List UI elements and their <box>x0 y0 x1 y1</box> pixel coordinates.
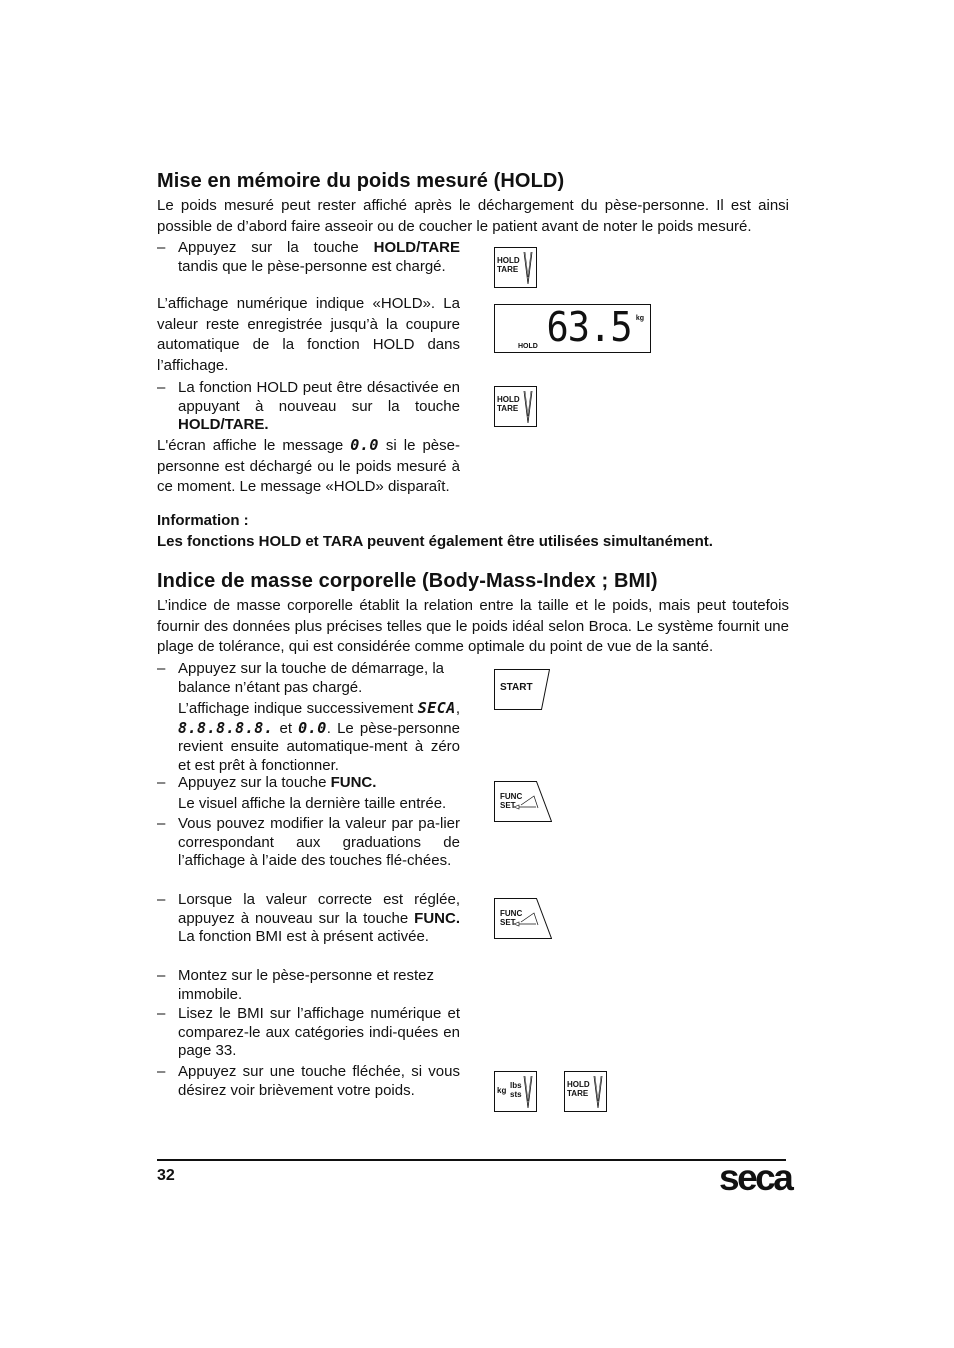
list-item <box>157 1063 460 1100</box>
hold-intro: Le poids mesuré peut rester affiché après le déchargement du pèse-personne. Il est ainsi possible de d’abord faire asseoir ou de coucher le patient avant de noter le poids mesuré. <box>157 197 789 235</box>
list-item <box>157 379 460 435</box>
unit-key-icon <box>494 1071 537 1112</box>
display-description: L’affichage numérique indique «HOLD». La valeur reste enregistrée jusqu’à la coupure automatique de la fonction HOLD dans l’affichage. <box>157 295 460 374</box>
bmi-intro: L’indice de masse corporelle établit la relation entre la taille et le poids, mais peut toutefois fournir des données plus précises telles que le poids idéal selon Broca. Le système fournit une plage de tolérance, qui est considérée comme optimale du point de vue de la santé. <box>157 597 789 655</box>
dash: – <box>157 379 166 396</box>
info-text: Les fonctions HOLD et TARA peuvent également être utilisées simultanément. <box>157 533 713 550</box>
key-label-lbs: lbs <box>510 1081 522 1090</box>
list-item <box>157 239 460 276</box>
key-label: FUNC SET <box>500 792 523 810</box>
seca-logo: seca <box>719 1157 792 1198</box>
list-item-subtext: L’affichage indique successivement SECA, 8.8.8.8.8. et 0.0. Le pèse-personne revient ensuite automatique-ment à zéro et est prêt à fonctionner. <box>178 699 460 774</box>
hold-tare-key-icon <box>494 247 537 288</box>
section-heading-bmi: Indice de masse corporelle (Body-Mass-Index ; BMI) <box>157 570 658 592</box>
display-hold-label: HOLD <box>518 343 538 350</box>
key-label: HOLD TARE <box>567 1080 590 1098</box>
dash: – <box>157 660 166 677</box>
hold-tare-key-icon <box>564 1071 607 1112</box>
footer-divider <box>157 1159 786 1161</box>
dash: – <box>157 967 166 984</box>
dash: – <box>157 1063 166 1080</box>
list-item <box>157 1005 460 1061</box>
list-item-text: Lorsque la valeur correcte est réglée, appuyez à nouveau sur la touche FUNC. La fonction BMI est à présent activée. <box>178 891 460 945</box>
func-set-key-icon <box>494 898 552 939</box>
key-label-kg: kg <box>497 1086 507 1095</box>
list-item <box>157 774 460 813</box>
list-item-text: La fonction HOLD peut être désactivée en appuyant à nouveau sur la touche HOLD/TARE. <box>178 379 460 433</box>
key-label: HOLD TARE <box>497 395 520 413</box>
dash: – <box>157 774 166 791</box>
list-item-text: Lisez le BMI sur l’affichage numérique et comparez-le aux catégories indi-quées en page 33. <box>178 1005 460 1059</box>
lcd-zero: 0.0 <box>350 436 379 454</box>
dash: – <box>157 891 166 908</box>
list-item-text: Appuyez sur la touche HOLD/TARE tandis que le pèse-personne est chargé. <box>178 239 460 275</box>
info-title: Information : <box>157 512 249 529</box>
list-item-text: Appuyez sur la touche de démarrage, la balance n’étant pas chargé. <box>178 660 444 696</box>
lcd-seca: SECA <box>417 699 456 717</box>
list-item-text: Vous pouvez modifier la valeur par pa-lier correspondant aux graduations de l’affichage à l’aide des touches flé-chées. <box>178 815 460 869</box>
section-heading-hold: Mise en mémoire du poids mesuré (HOLD) <box>157 170 565 192</box>
key-label: HOLD TARE <box>497 256 520 274</box>
func-set-key-icon <box>494 781 552 822</box>
dash: – <box>157 239 166 256</box>
weight-display <box>494 304 651 353</box>
list-item-text: Appuyez sur une touche fléchée, si vous désirez voir brièvement votre poids. <box>178 1063 460 1099</box>
display-unit: kg <box>635 315 644 322</box>
dash: – <box>157 1005 166 1022</box>
lcd-zero: 0.0 <box>298 718 327 737</box>
screen-message-text: L'écran affiche le message 0.0 si le pèse-personne est déchargé ou le poids mesuré à ce moment. Le message «HOLD» disparaît. <box>157 436 460 495</box>
page-number: 32 <box>157 1167 175 1184</box>
key-label-sts: sts <box>510 1090 522 1099</box>
list-item <box>157 891 460 947</box>
list-item-subtext: Le visuel affiche la dernière taille entrée. <box>178 794 447 812</box>
list-item <box>157 967 460 1004</box>
list-item-text: Appuyez sur la touche FUNC. <box>178 774 377 791</box>
list-item <box>157 660 460 775</box>
dash: – <box>157 815 166 832</box>
hold-tare-key-icon <box>494 386 537 427</box>
key-label: START <box>500 682 533 693</box>
display-value: 63.5 <box>546 303 632 351</box>
key-label: FUNC SET <box>500 909 523 927</box>
lcd-eights: 8.8.8.8.8. <box>178 718 274 737</box>
start-key-icon <box>494 669 550 710</box>
list-item <box>157 815 460 871</box>
list-item-text: Montez sur le pèse-personne et restez immobile. <box>178 967 434 1003</box>
